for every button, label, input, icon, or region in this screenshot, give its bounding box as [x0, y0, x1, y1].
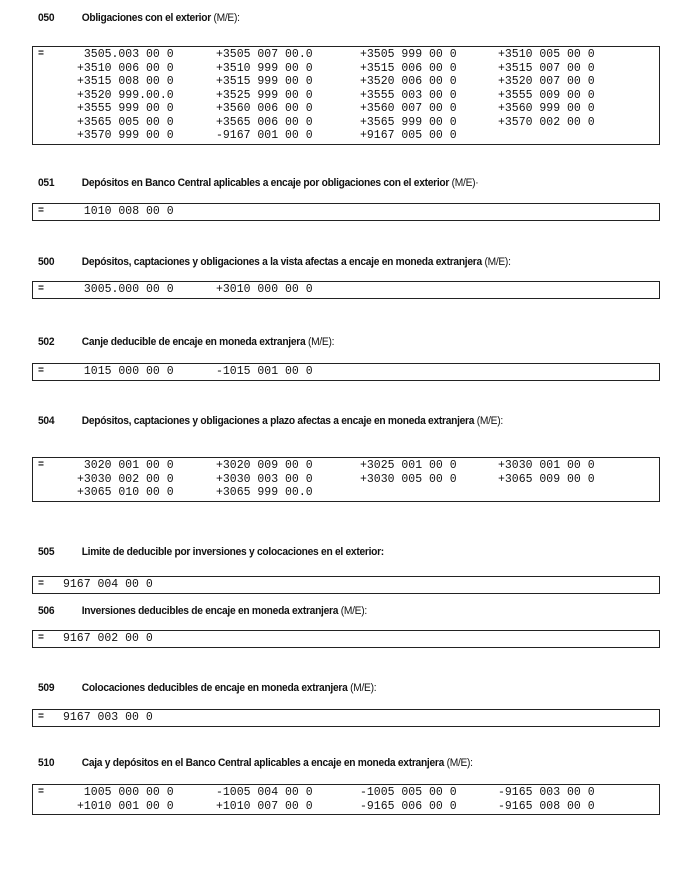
account-code: +3510 006 00 0	[77, 61, 174, 75]
section-title: Colocaciones deducibles de encaje en moneda extranjera	[81, 682, 348, 694]
section-title: Limite de deducible por inversiones y colocaciones en el exterior:	[81, 546, 384, 558]
account-code: 1015 000 00 0	[77, 365, 174, 378]
section-suffix: (M/E):	[350, 682, 377, 694]
account-code: +3030 003 00 0	[216, 472, 313, 486]
section-heading	[38, 415, 503, 427]
account-code: +3565 999 00 0	[360, 115, 457, 129]
account-code: +3515 008 00 0	[77, 75, 174, 88]
section-number: 500	[38, 256, 55, 268]
section-number: 504	[38, 415, 55, 427]
section-heading	[38, 682, 376, 694]
account-code: +3570 002 00 0	[498, 115, 595, 129]
account-code: -9165 008 00 0	[498, 799, 595, 813]
account-code: +3560 999 00 0	[498, 102, 595, 115]
account-code: -9165 006 00 0	[360, 799, 457, 813]
account-code: 3020 001 00 0	[77, 459, 174, 472]
equals-operator: =	[38, 49, 45, 60]
formula-box	[32, 363, 660, 381]
section-number: 502	[38, 336, 55, 348]
section-number: 509	[38, 682, 55, 694]
account-code: -9165 003 00 0	[498, 786, 595, 799]
section-suffix: (M/E):	[213, 12, 240, 24]
account-code: +3520 999.00.0	[77, 88, 174, 102]
account-code: +3515 006 00 0	[360, 61, 457, 75]
section-suffix: (M/E):	[476, 415, 503, 427]
account-code: +3505 999 00 0	[360, 48, 457, 61]
account-code: +3560 006 00 0	[216, 102, 313, 115]
account-code: -9167 001 00 0	[216, 129, 313, 142]
account-code: +3030 005 00 0	[360, 472, 457, 486]
account-code: +3065 010 00 0	[77, 486, 174, 499]
account-code: +9167 005 00 0	[360, 129, 457, 142]
equals-operator: =	[38, 206, 45, 217]
account-code: +3030 001 00 0	[498, 459, 595, 472]
account-code: +1010 007 00 0	[216, 799, 313, 813]
equals-operator: =	[38, 579, 45, 590]
formula-box	[32, 46, 660, 145]
section-number: 510	[38, 757, 55, 769]
section-number: 506	[38, 605, 55, 617]
account-code: +3030 002 00 0	[77, 472, 174, 486]
account-code: +3565 005 00 0	[77, 115, 174, 129]
section-title: Inversiones deducibles de encaje en moneda extranjera	[81, 605, 339, 617]
account-code: +3555 003 00 0	[360, 88, 457, 102]
account-code: +3510 005 00 0	[498, 48, 595, 61]
account-code: 9167 004 00 0	[63, 578, 153, 591]
account-code: +3020 009 00 0	[216, 459, 313, 472]
section-suffix: (M/E):	[340, 605, 367, 617]
account-code: 3005.000 00 0	[77, 283, 174, 296]
formula-box	[32, 576, 660, 594]
section-suffix: (M/E):	[484, 256, 511, 268]
account-code: -1015 001 00 0	[216, 365, 313, 378]
formula-box	[32, 281, 660, 299]
account-code: 1010 008 00 0	[77, 205, 174, 218]
account-code: +3570 999 00 0	[77, 129, 174, 142]
section-heading	[38, 256, 511, 268]
formula-box	[32, 784, 660, 815]
account-code: +1010 001 00 0	[77, 799, 174, 813]
formula-box	[32, 457, 660, 502]
account-code: +3565 006 00 0	[216, 115, 313, 129]
section-number: 050	[38, 12, 55, 24]
account-code: +3525 999 00 0	[216, 88, 313, 102]
section-heading	[38, 12, 240, 24]
account-code: -1005 004 00 0	[216, 786, 313, 799]
section-title: Canje deducible de encaje en moneda extranjera	[81, 336, 306, 348]
section-title: Caja y depósitos en el Banco Central aplicables a encaje en moneda extranjera	[81, 757, 445, 769]
account-code: -1005 005 00 0	[360, 786, 457, 799]
account-code: +3065 009 00 0	[498, 472, 595, 486]
formula-box	[32, 630, 660, 648]
account-code: +3065 999 00.0	[216, 486, 313, 499]
account-code: +3025 001 00 0	[360, 459, 457, 472]
account-code: +3010 000 00 0	[216, 283, 313, 296]
equals-operator: =	[38, 712, 45, 723]
account-code: +3505 007 00.0	[216, 48, 313, 61]
equals-operator: =	[38, 284, 45, 295]
section-title: Obligaciones con el exterior	[81, 12, 211, 24]
formula-box	[32, 203, 660, 221]
account-code: +3520 006 00 0	[360, 75, 457, 88]
account-code: 9167 003 00 0	[63, 711, 153, 724]
account-code: 9167 002 00 0	[63, 632, 153, 645]
account-code: +3515 007 00 0	[498, 61, 595, 75]
equals-operator: =	[38, 787, 45, 798]
formula-box	[32, 709, 660, 727]
account-code: +3560 007 00 0	[360, 102, 457, 115]
section-heading	[38, 336, 334, 348]
section-suffix: (M/E):	[446, 757, 473, 769]
equals-operator: =	[38, 366, 45, 377]
section-heading	[38, 546, 384, 558]
section-heading	[38, 605, 367, 617]
account-code: 1005 000 00 0	[77, 786, 174, 799]
section-number: 051	[38, 177, 55, 189]
account-code: +3515 999 00 0	[216, 75, 313, 88]
equals-operator: =	[38, 460, 45, 471]
section-heading	[38, 757, 473, 769]
section-title: Depósitos, captaciones y obligaciones a plazo afectas a encaje en moneda extranjera	[81, 415, 475, 427]
section-suffix: (M/E)·	[451, 177, 479, 189]
account-code: 3505.003 00 0	[77, 48, 174, 61]
section-number: 505	[38, 546, 55, 558]
section-title: Depósitos en Banco Central aplicables a encaje por obligaciones con el exterior	[81, 177, 450, 189]
account-code: +3520 007 00 0	[498, 75, 595, 88]
section-heading	[38, 177, 478, 189]
account-code: +3510 999 00 0	[216, 61, 313, 75]
section-title: Depósitos, captaciones y obligaciones a la vista afectas a encaje en moneda extranjera	[81, 256, 482, 268]
account-code: +3555 009 00 0	[498, 88, 595, 102]
account-code: +3555 999 00 0	[77, 102, 174, 115]
equals-operator: =	[38, 633, 45, 644]
section-suffix: (M/E):	[307, 336, 335, 348]
